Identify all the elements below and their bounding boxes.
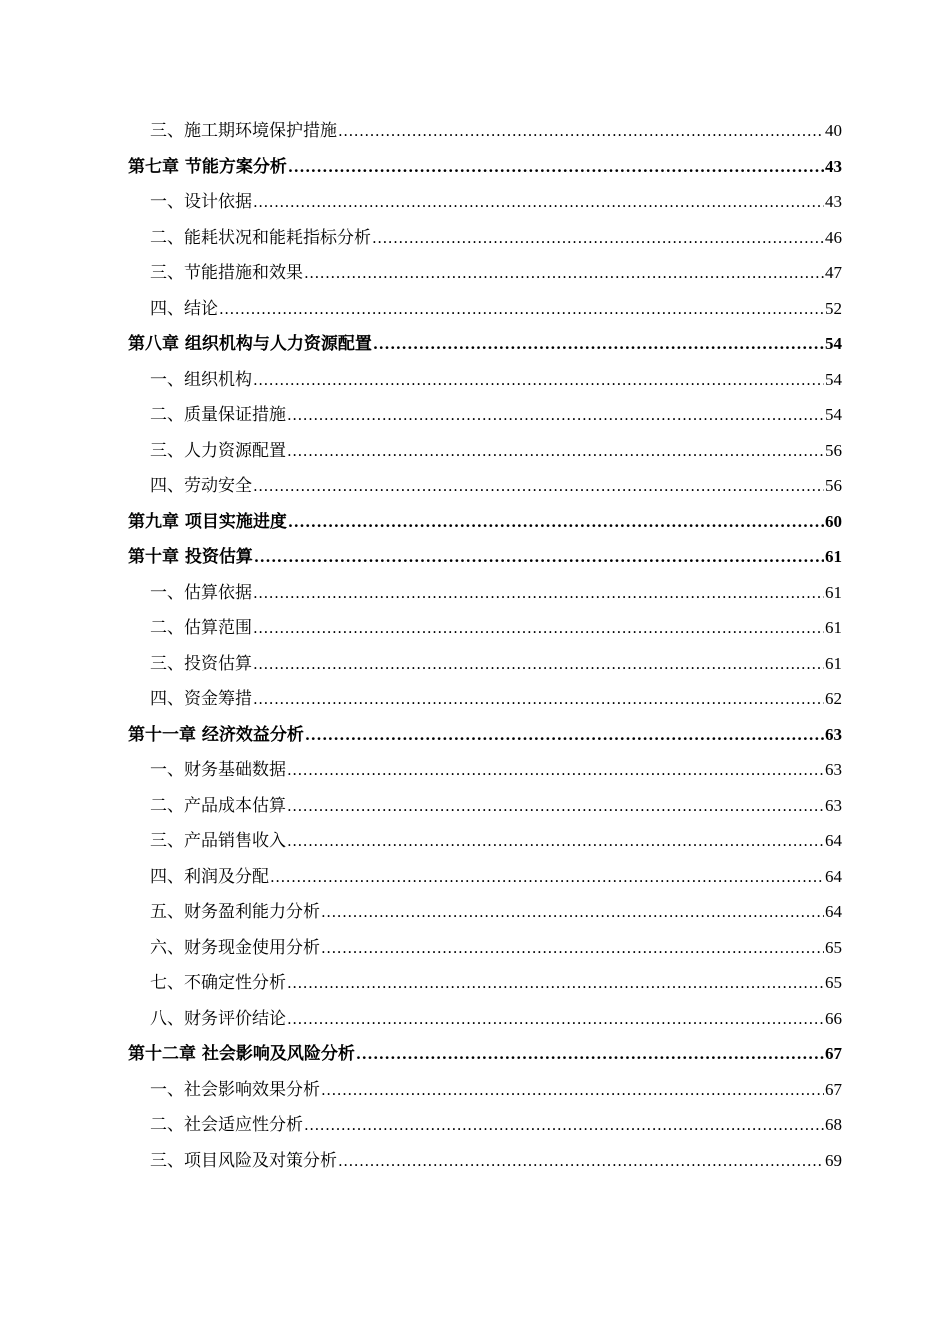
- toc-entry-title: 四、结论: [150, 298, 218, 319]
- toc-dot-leader: [253, 576, 824, 612]
- toc-section-entry[interactable]: [128, 1107, 842, 1143]
- toc-page-number: 54: [825, 369, 842, 389]
- toc-dot-leader: [219, 292, 824, 328]
- toc-dot-leader: [287, 789, 824, 825]
- toc-dot-leader: [254, 540, 824, 576]
- toc-page-number: 63: [825, 724, 842, 744]
- toc-dot-leader: [304, 256, 824, 292]
- toc-section-entry[interactable]: [128, 184, 842, 220]
- toc-page-number: 40: [825, 121, 842, 140]
- toc-page-number: 64: [825, 831, 842, 850]
- toc-dot-leader: [253, 185, 824, 221]
- toc-entry-title: 一、估算依据: [150, 582, 252, 603]
- toc-entry-title: 四、利润及分配: [150, 866, 269, 887]
- toc-section-entry[interactable]: [128, 930, 842, 966]
- toc-entry-title: 三、项目风险及对策分析: [150, 1150, 337, 1171]
- toc-entry-title: 三、人力资源配置: [150, 440, 286, 461]
- toc-section-entry[interactable]: [128, 468, 842, 504]
- toc-section-entry[interactable]: [128, 681, 842, 717]
- toc-page-number: 54: [825, 334, 842, 353]
- toc-dot-leader: [372, 221, 824, 257]
- toc-section-entry[interactable]: [128, 788, 842, 824]
- toc-dot-leader: [287, 824, 824, 860]
- toc-page-number: 54: [825, 405, 842, 424]
- toc-page-number: 67: [825, 1044, 842, 1063]
- toc-page-number: 47: [825, 263, 842, 282]
- toc-section-entry[interactable]: [128, 575, 842, 611]
- toc-dot-leader: [253, 611, 824, 647]
- toc-chapter-entry[interactable]: [128, 504, 842, 540]
- toc-chapter-entry[interactable]: [128, 717, 842, 753]
- toc-page-number: 46: [825, 227, 842, 247]
- toc-entry-title: 二、产品成本估算: [150, 795, 286, 816]
- toc-entry-title: 第九章 项目实施进度: [128, 511, 287, 532]
- toc-section-entry[interactable]: [128, 1072, 842, 1108]
- toc-entry-title: 四、资金筹措: [150, 689, 252, 709]
- toc-entry-title: 三、产品销售收入: [150, 831, 286, 851]
- toc-section-entry[interactable]: [128, 859, 842, 895]
- toc-dot-leader: [304, 1108, 824, 1144]
- toc-dot-leader: [356, 1037, 824, 1073]
- toc-entry-title: 二、能耗状况和能耗指标分析: [150, 227, 371, 248]
- table-of-contents: [128, 113, 842, 1178]
- toc-page-number: 64: [825, 866, 842, 886]
- toc-page-number: 60: [825, 511, 842, 531]
- toc-chapter-entry[interactable]: [128, 539, 842, 575]
- toc-section-entry[interactable]: [128, 610, 842, 646]
- toc-section-entry[interactable]: [128, 220, 842, 256]
- toc-section-entry[interactable]: [128, 291, 842, 327]
- toc-dot-leader: [287, 966, 824, 1002]
- toc-page-number: 65: [825, 937, 842, 957]
- toc-page-number: 61: [825, 582, 842, 602]
- toc-dot-leader: [287, 398, 824, 434]
- toc-dot-leader: [338, 114, 824, 150]
- toc-page-number: 68: [825, 1115, 842, 1134]
- toc-section-entry[interactable]: [128, 113, 842, 149]
- toc-page-number: 65: [825, 973, 842, 992]
- toc-dot-leader: [338, 1144, 824, 1180]
- toc-entry-title: 二、社会适应性分析: [150, 1115, 303, 1135]
- toc-entry-title: 二、估算范围: [150, 618, 252, 638]
- toc-dot-leader: [270, 860, 824, 896]
- toc-page-number: 61: [825, 618, 842, 637]
- toc-dot-leader: [287, 434, 824, 470]
- toc-entry-title: 三、投资估算: [150, 653, 252, 674]
- toc-section-entry[interactable]: [128, 823, 842, 859]
- toc-dot-leader: [321, 1073, 824, 1109]
- toc-entry-title: 第十章 投资估算: [128, 547, 253, 567]
- toc-dot-leader: [287, 1002, 824, 1038]
- toc-entry-title: 三、节能措施和效果: [150, 263, 303, 283]
- toc-dot-leader: [253, 647, 824, 683]
- toc-section-entry[interactable]: [128, 1143, 842, 1179]
- toc-dot-leader: [253, 469, 824, 505]
- toc-entry-title: 三、施工期环境保护措施: [150, 121, 337, 141]
- toc-entry-title: 第七章 节能方案分析: [128, 156, 287, 177]
- toc-section-entry[interactable]: [128, 965, 842, 1001]
- toc-page-number: 52: [825, 298, 842, 318]
- toc-dot-leader: [373, 327, 824, 363]
- toc-dot-leader: [253, 363, 824, 399]
- toc-dot-leader: [321, 895, 824, 931]
- toc-entry-title: 六、财务现金使用分析: [150, 937, 320, 958]
- toc-page-number: 66: [825, 1008, 842, 1028]
- toc-page-number: 62: [825, 689, 842, 708]
- toc-entry-title: 四、劳动安全: [150, 476, 252, 496]
- toc-page-number: 63: [825, 795, 842, 815]
- toc-entry-title: 一、社会影响效果分析: [150, 1079, 320, 1100]
- toc-entry-title: 第十二章 社会影响及风险分析: [128, 1044, 355, 1064]
- toc-entry-title: 八、财务评价结论: [150, 1008, 286, 1029]
- toc-dot-leader: [305, 718, 824, 754]
- toc-page-number: 43: [825, 156, 842, 176]
- toc-entry-title: 七、不确定性分析: [150, 973, 286, 993]
- toc-section-entry[interactable]: [128, 362, 842, 398]
- toc-section-entry[interactable]: [128, 255, 842, 291]
- toc-entry-title: 第八章 组织机构与人力资源配置: [128, 334, 372, 354]
- toc-entry-title: 一、组织机构: [150, 369, 252, 390]
- toc-page-number: 56: [825, 440, 842, 460]
- toc-section-entry[interactable]: [128, 397, 842, 433]
- toc-entry-title: 五、财务盈利能力分析: [150, 902, 320, 922]
- toc-section-entry[interactable]: [128, 433, 842, 469]
- toc-entry-title: 一、设计依据: [150, 192, 252, 212]
- toc-section-entry[interactable]: [128, 1001, 842, 1037]
- toc-page-number: 63: [825, 760, 842, 779]
- toc-section-entry[interactable]: [128, 646, 842, 682]
- toc-chapter-entry[interactable]: [128, 326, 842, 362]
- toc-dot-leader: [287, 753, 824, 789]
- toc-page-number: 64: [825, 902, 842, 921]
- toc-page-number: 61: [825, 547, 842, 566]
- toc-dot-leader: [288, 505, 824, 541]
- toc-chapter-entry[interactable]: [128, 1036, 842, 1072]
- toc-page-number: 61: [825, 653, 842, 673]
- toc-entry-title: 第十一章 经济效益分析: [128, 724, 304, 745]
- toc-page-number: 69: [825, 1150, 842, 1170]
- toc-dot-leader: [288, 150, 824, 186]
- toc-page-number: 56: [825, 476, 842, 495]
- toc-page-number: 67: [825, 1079, 842, 1099]
- toc-section-entry[interactable]: [128, 894, 842, 930]
- toc-section-entry[interactable]: [128, 752, 842, 788]
- toc-entry-title: 二、质量保证措施: [150, 405, 286, 425]
- toc-chapter-entry[interactable]: [128, 149, 842, 185]
- toc-dot-leader: [321, 931, 824, 967]
- toc-entry-title: 一、财务基础数据: [150, 760, 286, 780]
- toc-page-number: 43: [825, 192, 842, 211]
- toc-dot-leader: [253, 682, 824, 718]
